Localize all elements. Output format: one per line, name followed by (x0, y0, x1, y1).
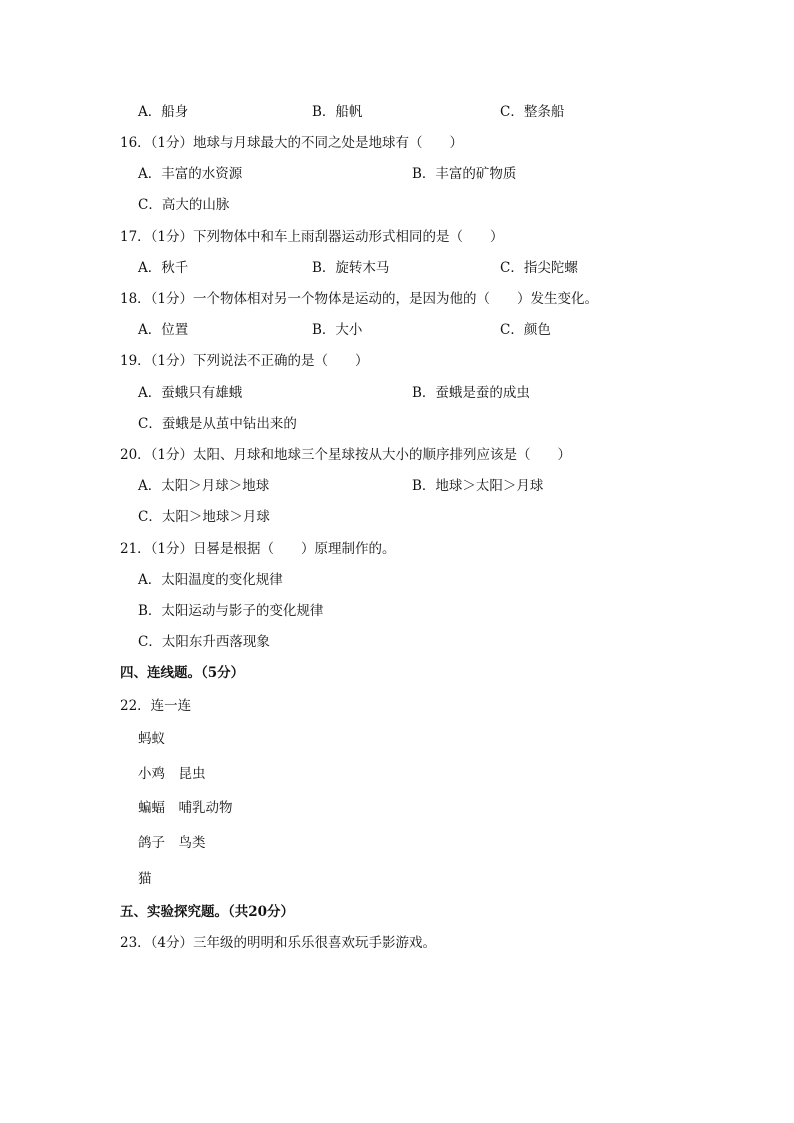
q18-option-b: B．大小 (312, 322, 363, 338)
q20-option-a: A．太阳＞月球＞地球 (138, 478, 270, 494)
q20-option-c: C．太阳＞地球＞月球 (138, 509, 270, 525)
q15-option-b: B．船帆 (312, 104, 363, 120)
q19-stem: 19．（1分）下列说法不正确的是（ ） (120, 353, 369, 369)
q22-item: 鸽子 鸟类 (138, 835, 206, 851)
q16-option-b: B．丰富的矿物质 (412, 166, 517, 182)
q18-option-a: A．位置 (138, 322, 189, 338)
q19-option-b: B．蚕蛾是蚕的成虫 (412, 385, 530, 401)
q21-stem: 21．（1分）日晷是根据（ ）原理制作的。 (120, 541, 396, 557)
q21-option-c: C．太阳东升西落现象 (138, 634, 270, 650)
q15-option-a: A．船身 (138, 104, 189, 120)
q17-option-a: A．秋千 (138, 260, 189, 276)
q17-option-b: B．旋转木马 (312, 260, 390, 276)
q16-option-a: A．丰富的水资源 (138, 166, 243, 182)
q20-stem: 20．（1分）太阳、月球和地球三个星球按从大小的顺序排列应该是（ ） (120, 447, 572, 463)
q18-stem: 18．（1分）一个物体相对另一个物体是运动的，是因为他的（ ）发生变化。 (120, 291, 599, 307)
q17-stem: 17．（1分）下列物体中和车上雨刮器运动形式相同的是（ ） (120, 229, 504, 245)
q21-option-a: A．太阳温度的变化规律 (138, 572, 283, 588)
q19-option-c: C．蚕蛾是从茧中钻出来的 (138, 416, 297, 432)
q16-option-c: C．高大的山脉 (138, 197, 230, 213)
q15-option-c: C．整条船 (500, 104, 565, 120)
section-5-heading: 五、实验探究题。（共20分） (120, 904, 295, 920)
q22-item: 蝙蝠 哺乳动物 (138, 800, 233, 816)
q22-item: 小鸡 昆虫 (138, 766, 206, 782)
q16-stem: 16．（1分）地球与月球最大的不同之处是地球有（ ） (120, 135, 464, 151)
q19-option-a: A．蚕蛾只有雄蛾 (138, 385, 243, 401)
q23-stem: 23．（4分）三年级的明明和乐乐很喜欢玩手影游戏。 (120, 935, 437, 951)
q22-item: 猫 (138, 871, 152, 887)
q18-option-c: C．颜色 (500, 322, 551, 338)
section-4-heading: 四、连线题。（5分） (120, 665, 245, 681)
q17-option-c: C．指尖陀螺 (500, 260, 578, 276)
q20-option-b: B．地球＞太阳＞月球 (412, 478, 544, 494)
q21-option-b: B．太阳运动与影子的变化规律 (138, 603, 324, 619)
q22-item: 蚂蚁 (138, 731, 165, 747)
q22-stem: 22．连一连 (120, 698, 192, 714)
